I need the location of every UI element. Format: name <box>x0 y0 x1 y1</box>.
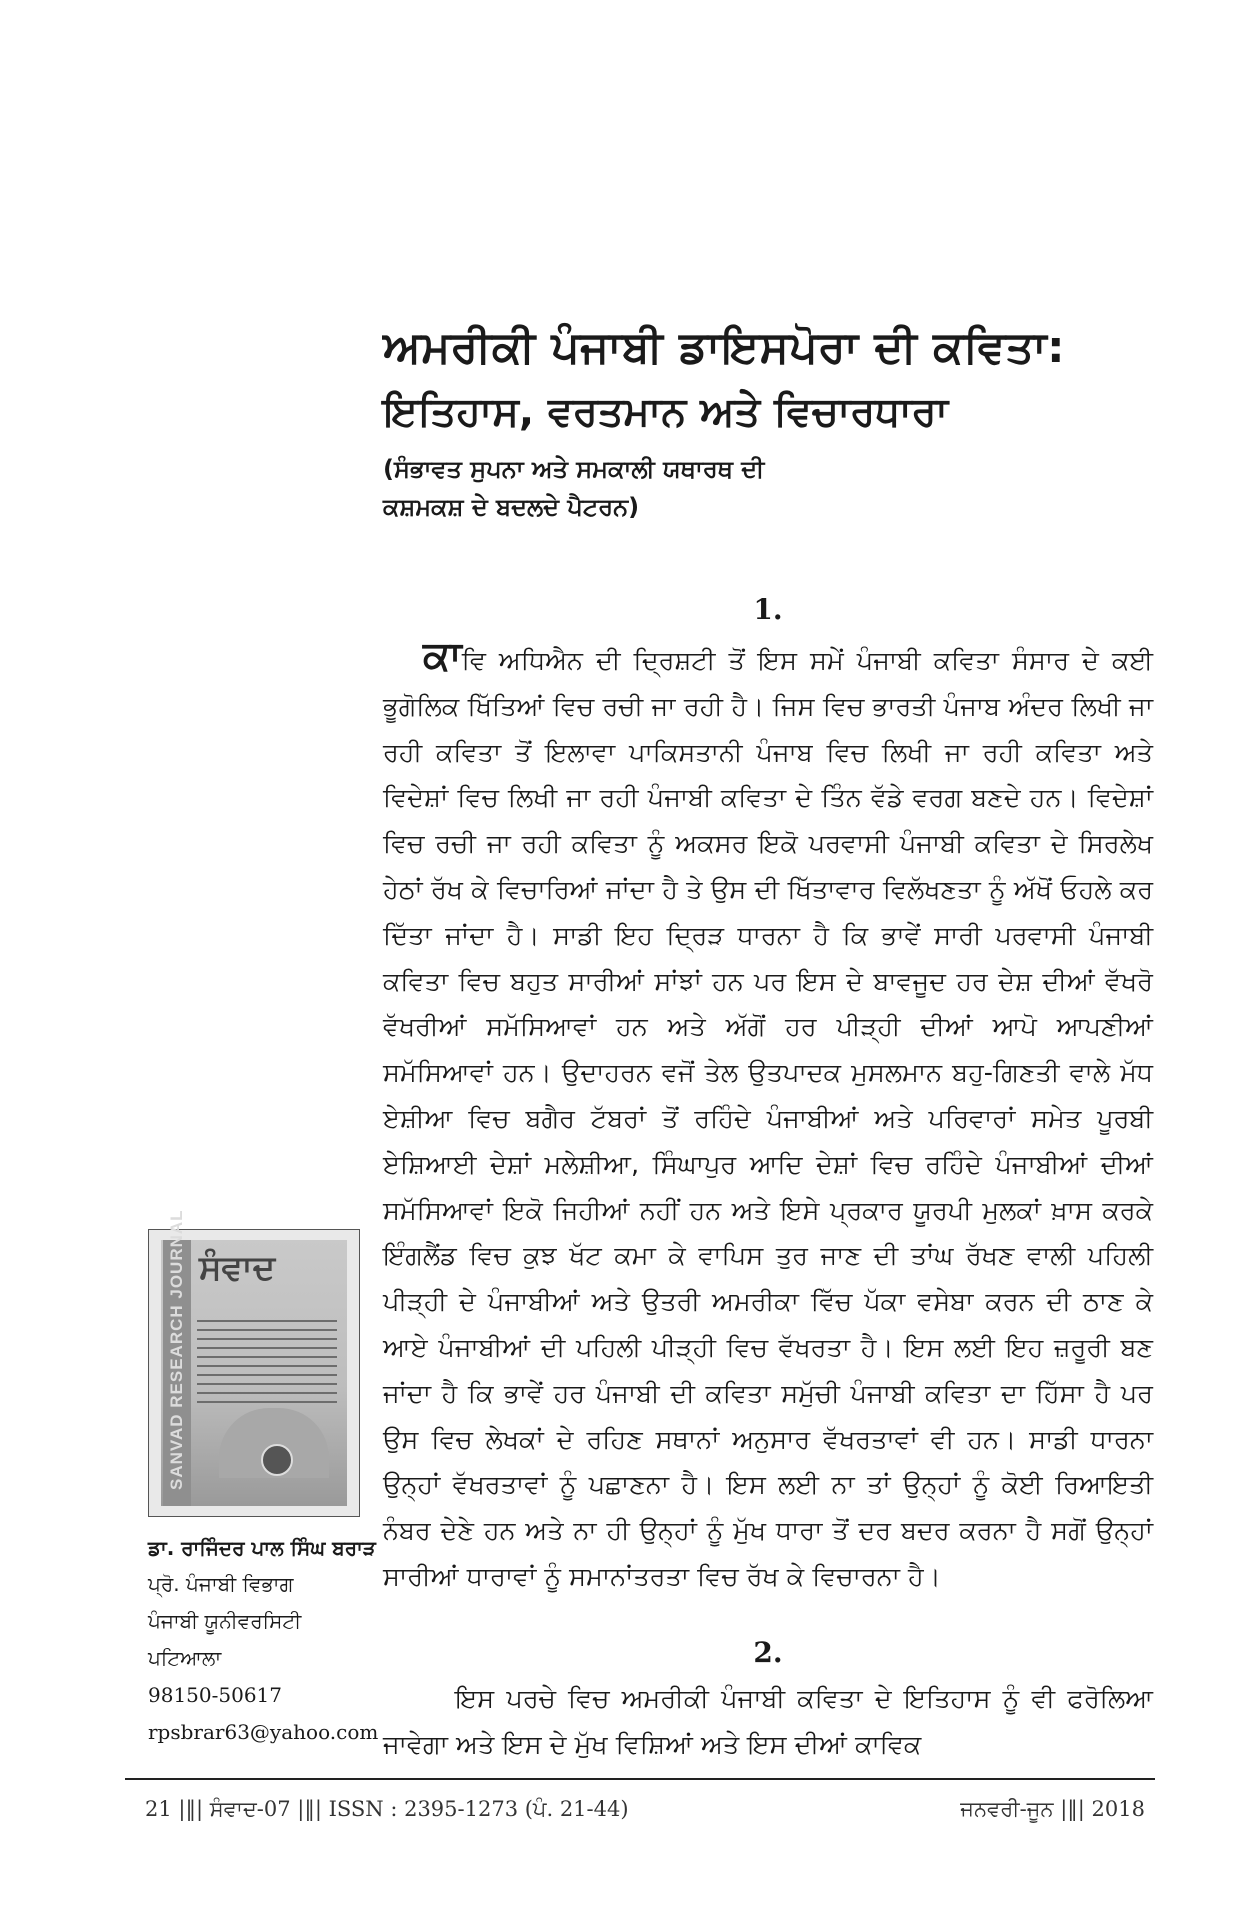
section-1-text: ਵਿ ਅਧਿਐਨ ਦੀ ਦ੍ਰਿਸ਼ਟੀ ਤੋਂ ਇਸ ਸਮੇਂ ਪੰਜਾਬੀ ਕਵਿਤਾ ਸੰਸਾਰ ਦੇ ਕਈ ਭੂਗੋਲਿਕ ਖਿੱਤਿਆਂ ਵਿਚ ਰਚੀ ਜਾ ਰਹੀ ਹੈ। ਜਿਸ ਵਿਚ ਭਾਰਤੀ ਪੰਜਾਬ ਅੰਦਰ ਲਿਖੀ ਜਾ ਰਹੀ ਕਵਿਤਾ ਤੋਂ ਇਲਾਵਾ ਪਾਕਿਸਤਾਨੀ ਪੰਜਾਬ ਵਿਚ ਲਿਖੀ ਜਾ ਰਹੀ ਕਵਿਤਾ ਅਤੇ ਵਿਦੇਸ਼ਾਂ ਵਿਚ ਲਿਖੀ ਜਾ ਰਹੀ ਪੰਜਾਬੀ ਕਵਿਤਾ ਦੇ ਤਿੰਨ ਵੱਡੇ ਵਰਗ ਬਣਦੇ ਹਨ। ਵਿਦੇਸ਼ਾਂ ਵਿਚ ਰਚੀ ਜਾ ਰਹੀ ਕਵਿਤਾ ਨੂੰ ਅਕਸਰ ਇਕੋ ਪਰਵਾਸੀ ਪੰਜਾਬੀ ਕਵਿਤਾ ਦੇ ਸਿਰਲੇਖ ਹੇਠਾਂ ਰੱਖ ਕੇ ਵਿਚਾਰਿਆਂ ਜਾਂਦਾ ਹੈ ਤੇ ਉਸ ਦੀ ਖਿੱਤਾਵਾਰ ਵਿਲੱਖਣਤਾ ਨੂੰ ਅੱਖੋਂ ਓਹਲੇ ਕਰ ਦਿੱਤਾ ਜਾਂਦਾ ਹੈ। ਸਾਡੀ ਇਹ ਦ੍ਰਿੜ ਧਾਰਨਾ ਹੈ ਕਿ ਭਾਵੇਂ ਸਾਰੀ ਪਰਵਾਸੀ ਪੰਜਾਬੀ ਕਵਿਤਾ ਵਿਚ ਬਹੁਤ ਸਾਰੀਆਂ ਸਾਂਝਾਂ ਹਨ ਪਰ ਇਸ ਦੇ ਬਾਵਜੂਦ ਹਰ ਦੇਸ਼ ਦੀਆਂ ਵੱਖਰੋ ਵੱਖਰੀਆਂ ਸਮੱਸਿਆਵਾਂ ਹਨ ਅਤੇ ਅੱਗੋਂ ਹਰ ਪੀੜ੍ਹੀ ਦੀਆਂ ਆਪੋ ਆਪਣੀਆਂ ਸਮੱਸਿਆਵਾਂ ਹਨ। ਉਦਾਹਰਨ ਵਜੋਂ ਤੇਲ ਉਤਪਾਦਕ ਮੁਸਲਮਾਨ ਬਹੁ-ਗਿਣਤੀ ਵਾਲੇ ਮੱਧ ਏਸ਼ੀਆ ਵਿਚ ਬਗੈਰ ਟੱਬਰਾਂ ਤੋਂ ਰਹਿੰਦੇ ਪੰਜਾਬੀਆਂ ਅਤੇ ਪਰਿਵਾਰਾਂ ਸਮੇਤ ਪੂਰਬੀ ਏਸ਼ਿਆਈ ਦੇਸ਼ਾਂ ਮਲੇਸ਼ੀਆ, ਸਿੰਘਾਪੁਰ ਆਦਿ ਦੇਸ਼ਾਂ ਵਿਚ ਰਹਿੰਦੇ ਪੰਜਾਬੀਆਂ ਦੀਆਂ ਸਮੱਸਿਆਵਾਂ ਇਕੋ ਜਿਹੀਆਂ ਨਹੀਂ ਹਨ ਅਤੇ ਇਸੇ ਪ੍ਰਕਾਰ ਯੂਰਪੀ ਮੁਲਕਾਂ ਖ਼ਾਸ ਕਰਕੇ ਇੰਗਲੈਂਡ ਵਿਚ ਕੁਝ ਖੱਟ ਕਮਾ ਕੇ ਵਾਪਿਸ ਤੁਰ ਜਾਣ ਦੀ ਤਾਂਘ ਰੱਖਣ ਵਾਲੀ ਪਹਿਲੀ ਪੀੜ੍ਹੀ ਦੇ ਪੰਜਾਬੀਆਂ ਅਤੇ ਉਤਰੀ ਅਮਰੀਕਾ ਵਿੱਚ ਪੱਕਾ ਵਸੇਬਾ ਕਰਨ ਦੀ ਠਾਣ ਕੇ ਆਏ ਪੰਜਾਬੀਆਂ ਦੀ ਪਹਿਲੀ ਪੀੜ੍ਹੀ ਵਿਚ ਵੱਖਰਤਾ ਹੈ। ਇਸ ਲਈ ਇਹ ਜ਼ਰੂਰੀ ਬਣ ਜਾਂਦਾ ਹੈ ਕਿ ਭਾਵੇਂ ਹਰ ਪੰਜਾਬੀ ਦੀ ਕਵਿਤਾ ਸਮੁੱਚੀ ਪੰਜਾਬੀ ਕਵਿਤਾ ਦਾ ਹਿੱਸਾ ਹੈ ਪਰ ਉਸ ਵਿਚ ਲੇਖਕਾਂ ਦੇ ਰਹਿਣ ਸਥਾਨਾਂ ਅਨੁਸਾਰ ਵੱਖਰਤਾਵਾਂ ਵੀ ਹਨ। ਸਾਡੀ ਧਾਰਨਾ ਉਨ੍ਹਾਂ ਵੱਖਰਤਾਵਾਂ ਨੂੰ ਪਛਾਣਨਾ ਹੈ। ਇਸ ਲਈ ਨਾ ਤਾਂ ਉਨ੍ਹਾਂ ਨੂੰ ਕੋਈ ਰਿਆਇਤੀ ਨੰਬਰ ਦੇਣੇ ਹਨ ਅਤੇ ਨਾ ਹੀ ਉਨ੍ਹਾਂ ਨੂੰ ਮੁੱਖ ਧਾਰਾ ਤੋਂ ਦਰ ਬਦਰ ਕਰਨਾ ਹੈ ਸਗੋਂ ਉਨ੍ਹਾਂ ਸਾਰੀਆਂ ਧਾਰਾਵਾਂ ਨੂੰ ਸਮਾਨਾਂਤਰਤਾ ਵਿਚ ਰੱਖ ਕੇ ਵਿਚਾਰਨਾ ਹੈ। <box>383 646 1154 1592</box>
footer-right: ਜਨਵਰੀ-ਜੂਨ |‖| 2018 <box>960 1797 1145 1821</box>
article-body <box>383 586 1153 1768</box>
section-number-1: 1. <box>753 593 783 626</box>
footer-rule <box>125 1778 1155 1780</box>
article-subtitle <box>383 450 1143 526</box>
author-university: ਪੰਜਾਬੀ ਯੂਨੀਵਰਸਿਟੀ <box>148 1609 302 1633</box>
author-info <box>148 1530 378 1751</box>
footer-left: 21 |‖| ਸੰਵਾਦ-07 |‖| ISSN : 2395-1273 (ਪੰ. 21-44) <box>145 1797 629 1821</box>
article-title-line-2: ਇਤਿਹਾਸ, ਵਰਤਮਾਨ ਅਤੇ ਵਿਚਾਰਧਾਰਾ <box>383 389 949 435</box>
journal-cover-image <box>148 1209 360 1517</box>
author-designation: ਪ੍ਰੋ. ਪੰਜਾਬੀ ਵਿਭਾਗ <box>148 1572 294 1596</box>
cover-spine-text: SANVAD RESEARCH JOURNAL <box>167 1209 186 1490</box>
section-1-paragraph <box>383 634 1153 1601</box>
section-number-2: 2. <box>753 1635 783 1669</box>
author-phone: 98150-50617 <box>148 1683 283 1707</box>
subtitle-line-2: ਕਸ਼ਮਕਸ਼ ਦੇ ਬਦਲਦੇ ਪੈਟਰਨ) <box>383 493 640 521</box>
section-2-paragraph: ਇਸ ਪਰਚੇ ਵਿਚ ਅਮਰੀਕੀ ਪੰਜਾਬੀ ਕਵਿਤਾ ਦੇ ਇਤਿਹਾਸ ਨੂੰ ਵੀ ਫਰੋਲਿਆ ਜਾਵੇਗਾ ਅਤੇ ਇਸ ਦੇ ਮੁੱਖ ਵਿਸ਼ਿਆਂ ਅਤੇ ਇਸ ਦੀਆਂ ਕਾਵਿਕ <box>383 1683 1153 1760</box>
cover-seal-icon <box>261 1444 293 1476</box>
author-email: rpsbrar63@yahoo.com <box>148 1720 379 1744</box>
author-city: ਪਟਿਆਲਾ <box>148 1646 222 1670</box>
author-name: ਡਾ. ਰਾਜਿੰਦਰ ਪਾਲ ਸਿੰਘ ਬਰਾੜ <box>148 1536 376 1560</box>
subtitle-line-1: (ਸੰਭਾਵਤ ਸੁਪਨਾ ਅਤੇ ਸਮਕਾਲੀ ਯਥਾਰਥ ਦੀ <box>383 455 765 483</box>
page-footer <box>145 1797 1145 1831</box>
article-title-block <box>383 318 1143 526</box>
dropcap: ਕਾ <box>423 633 462 679</box>
cover-contents-lines <box>197 1320 337 1410</box>
cover-logo: ਸੰਵਾਦ <box>199 1248 276 1288</box>
article-title-line-1: ਅਮਰੀਕੀ ਪੰਜਾਬੀ ਡਾਇਸਪੋਰਾ ਦੀ ਕਵਿਤਾ: <box>383 322 1066 373</box>
